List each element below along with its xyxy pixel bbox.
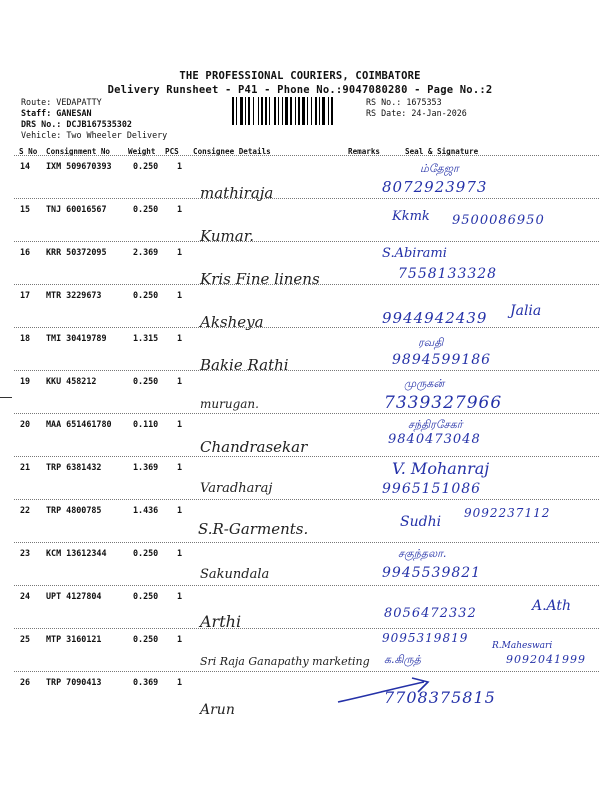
row-sno: 22: [20, 505, 31, 515]
row-consignment: KRR 50372095: [46, 247, 107, 257]
consignee-name: Varadharaj: [200, 481, 273, 496]
route-text: Route: VEDAPATTY: [21, 97, 102, 107]
row-pcs: 1: [177, 376, 183, 386]
row-consignment: MAA 651461780: [46, 419, 112, 429]
row-sno: 16: [20, 247, 31, 257]
phone-number: 8056472332: [384, 606, 477, 621]
row-weight: 0.250: [133, 591, 159, 601]
row-pcs: 1: [177, 548, 183, 558]
table-row: [0, 674, 600, 739]
consignee-name: murugan.: [200, 397, 259, 411]
row-weight: 0.250: [133, 204, 159, 214]
phone-number: 9095319819: [382, 631, 469, 645]
phone-number: 8072923973: [382, 178, 488, 196]
row-pcs: 1: [177, 505, 183, 515]
consignee-name: Arun: [200, 702, 235, 718]
row-sno: 23: [20, 548, 31, 558]
row-consignment: MTR 3229673: [46, 290, 102, 300]
row-pcs: 1: [177, 634, 183, 644]
consignee-name: Arthi: [200, 612, 242, 631]
vehicle-text: Vehicle: Two Wheeler Delivery: [21, 130, 168, 140]
consignee-name: S.R-Garments.: [198, 520, 309, 538]
rs-number: RS No.: 1675353: [366, 97, 442, 107]
phone-number: 7558133328: [398, 266, 498, 282]
signature: V. Mohanraj: [392, 459, 490, 478]
row-consignment: TMI 30419789: [46, 333, 107, 343]
row-consignment: TRP 6381432: [46, 462, 102, 472]
rs-date: RS Date: 24-Jan-2026: [366, 108, 467, 118]
row-weight: 0.250: [133, 290, 159, 300]
signature: சந்திரசேகர்: [408, 418, 463, 431]
signature: Kkmk: [392, 209, 430, 224]
row-weight: 0.250: [133, 634, 159, 644]
row-pcs: 1: [177, 462, 183, 472]
row-weight: 2.369: [133, 247, 159, 257]
col-details: Consignee Details: [193, 147, 271, 156]
consignee-name: Kumar.: [200, 227, 254, 245]
runsheet-meta-left: [21, 97, 167, 141]
row-pcs: 1: [177, 290, 183, 300]
row-weight: 0.250: [133, 548, 159, 558]
row-pcs: 1: [177, 204, 183, 214]
arrow-scribble: [336, 674, 446, 706]
signature: S.Abirami: [382, 246, 447, 261]
consignee-name: Bakie Rathi: [200, 356, 289, 374]
row-sno: 24: [20, 591, 31, 601]
row-consignment: MTP 3160121: [46, 634, 102, 644]
runsheet-meta-right: [366, 97, 467, 119]
row-sno: 17: [20, 290, 31, 300]
col-remarks: Remarks: [348, 147, 381, 156]
row-weight: 1.436: [133, 505, 159, 515]
row-sno: 18: [20, 333, 31, 343]
page-title: THE PROFESSIONAL COURIERS, COIMBATORE: [179, 70, 421, 82]
signature: ரவதி: [418, 336, 444, 349]
drs-text: DRS No.: DCJB167535302: [21, 119, 132, 129]
phone-number: 7339327966: [384, 393, 503, 413]
phone-number: 7708375815: [384, 688, 496, 707]
row-pcs: 1: [177, 247, 183, 257]
row-sno: 20: [20, 419, 31, 429]
row-sno: 19: [20, 376, 31, 386]
row-pcs: 1: [177, 591, 183, 601]
phone-number: 9894599186: [392, 352, 492, 368]
row-consignment: TNJ 60016567: [46, 204, 107, 214]
signature: சகுந்தலா.: [398, 547, 447, 560]
row-weight: 0.369: [133, 677, 159, 687]
phone-number: 9092041999: [506, 653, 586, 666]
col-sno: S No: [19, 147, 38, 156]
row-weight: 0.250: [133, 161, 159, 171]
signature: Sudhi: [400, 514, 442, 530]
phone-number: 9965151086: [382, 481, 482, 497]
row-consignment: IXM 509670393: [46, 161, 112, 171]
row-sno: 26: [20, 677, 31, 687]
col-seal: Seal & Signature: [405, 147, 479, 156]
phone-number: 9092237112: [464, 506, 551, 520]
signature: A.Ath: [532, 598, 572, 614]
signature: R.Maheswari: [492, 641, 553, 651]
phone-number: 9500086950: [452, 213, 545, 228]
consignee-name: Aksheya: [200, 313, 264, 331]
consignee-name: Sakundala: [200, 567, 270, 582]
row-sno: 25: [20, 634, 31, 644]
col-consignment: Consignment No: [46, 147, 111, 156]
phone-number: 9944942439: [382, 309, 488, 327]
signature: ம்தேஜா: [420, 162, 459, 175]
row-pcs: 1: [177, 333, 183, 343]
signature: க.கிருத்: [384, 653, 421, 666]
signature: Jalia: [510, 303, 542, 319]
row-consignment: TRP 7090413: [46, 677, 102, 687]
row-consignment: KCM 13612344: [46, 548, 107, 558]
phone-number: 9840473048: [388, 432, 481, 447]
consignee-name: mathiraja: [200, 184, 274, 202]
crop-mark: [0, 397, 12, 398]
row-pcs: 1: [177, 677, 183, 687]
row-consignment: KKU 458212: [46, 376, 97, 386]
row-pcs: 1: [177, 161, 183, 171]
consignee-name: Kris Fine linens: [200, 270, 320, 288]
row-weight: 0.110: [133, 419, 159, 429]
barcode: [232, 97, 364, 125]
row-weight: 1.315: [133, 333, 159, 343]
consignee-name: Chandrasekar: [200, 438, 308, 456]
row-pcs: 1: [177, 419, 183, 429]
col-weight: Weight: [128, 147, 156, 156]
page-subtitle: Delivery Runsheet - P41 - Phone No.:9047080280 - Page No.:2: [107, 84, 493, 96]
row-sno: 15: [20, 204, 31, 214]
col-pcs: PCS: [165, 147, 179, 156]
row-weight: 0.250: [133, 376, 159, 386]
phone-number: 9945539821: [382, 565, 482, 581]
consignee-name: Sri Raja Ganapathy marketing: [200, 655, 370, 668]
row-weight: 1.369: [133, 462, 159, 472]
row-consignment: UPT 4127804: [46, 591, 102, 601]
row-sno: 14: [20, 161, 31, 171]
staff-text: Staff: GANESAN: [21, 108, 92, 118]
row-sno: 21: [20, 462, 31, 472]
signature: முருகன்: [404, 377, 445, 390]
row-consignment: TRP 4800785: [46, 505, 102, 515]
